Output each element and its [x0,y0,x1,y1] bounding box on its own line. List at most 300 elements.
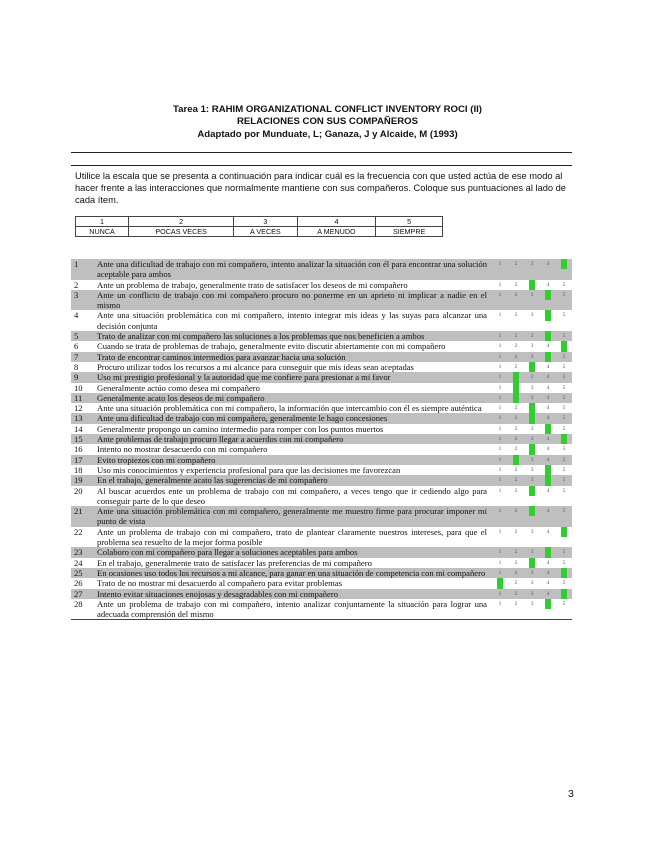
rating-option[interactable]: 3 [529,413,535,423]
rating-option[interactable]: 5 [562,487,566,494]
rating-option[interactable]: 5 [562,333,566,340]
rating-option[interactable]: 3 [530,333,534,340]
rating-option-cell[interactable] [556,444,572,454]
rating-option[interactable]: 3 [530,425,534,432]
rating-option[interactable]: 3 [530,549,534,556]
rating-option-cell[interactable] [540,599,556,620]
rating-option[interactable]: 4 [546,363,550,370]
rating-option-cell[interactable] [556,393,572,403]
rating-option-cell[interactable] [556,558,572,568]
rating-option-cell[interactable] [492,486,508,507]
rating-option-cell[interactable] [556,578,572,588]
rating-option[interactable]: 2 [514,580,518,587]
rating-option-cell[interactable] [556,455,572,465]
rating-option[interactable]: 1 [498,343,502,350]
rating-option-cell[interactable] [492,352,508,362]
rating-option[interactable]: 5 [562,446,566,453]
rating-option-cell[interactable] [556,589,572,599]
rating-option-cell[interactable] [492,413,508,423]
rating-option-cell[interactable] [524,372,540,382]
rating-option[interactable]: 1 [498,374,502,381]
rating-option[interactable]: 1 [498,405,502,412]
rating-option[interactable]: 4 [546,456,550,463]
rating-option[interactable]: 3 [530,261,534,267]
rating-option-cell[interactable] [524,383,540,393]
rating-option-cell[interactable] [556,547,572,557]
rating-option-cell[interactable] [508,331,524,341]
rating-option-cell[interactable] [508,465,524,475]
rating-option-cell[interactable] [540,455,556,465]
rating-option-cell[interactable] [524,290,540,311]
rating-option[interactable]: 5 [561,259,567,269]
questionnaire-item-row [71,331,572,341]
rating-option-cell[interactable] [508,475,524,485]
rating-option[interactable]: 4 [546,580,550,587]
rating-option[interactable]: 2 [514,549,518,556]
rating-option[interactable]: 4 [545,424,551,434]
rating-option[interactable]: 4 [546,446,550,453]
rating-option[interactable]: 3 [530,394,534,401]
questionnaire-item-row [71,362,572,372]
rating-option[interactable]: 1 [498,436,502,443]
rating-option-cell[interactable] [524,341,540,351]
rating-option[interactable]: 1 [498,466,502,473]
rating-option-cell[interactable] [540,424,556,434]
rating-option-cell[interactable] [524,393,540,403]
rating-option[interactable]: 1 [497,578,503,588]
rating-option-cell[interactable] [508,578,524,588]
rating-option[interactable]: 5 [562,456,566,463]
rating-option[interactable]: 2 [514,436,518,443]
rating-option-cell[interactable] [492,434,508,444]
rating-option[interactable]: 2 [514,569,518,576]
rating-option-cell[interactable] [540,558,556,568]
rating-option[interactable]: 4 [545,352,551,362]
rating-option[interactable]: 5 [562,374,566,381]
rating-option[interactable]: 5 [562,405,566,412]
rating-option[interactable]: 4 [546,508,550,515]
rating-option[interactable]: 1 [498,590,502,597]
rating-option-cell[interactable] [540,568,556,578]
rating-option-cell[interactable] [556,352,572,362]
rating-option-cell[interactable] [492,362,508,372]
rating-option-cell[interactable] [508,310,524,331]
rating-option-cell[interactable] [508,403,524,413]
rating-option[interactable]: 3 [529,558,535,568]
rating-option-cell[interactable] [540,259,556,280]
rating-option-cell[interactable] [524,506,540,527]
rating-option[interactable]: 4 [546,405,550,412]
rating-option[interactable]: 2 [514,312,518,319]
rating-option[interactable]: 3 [530,384,534,391]
rating-option[interactable]: 4 [546,261,550,267]
rating-option-cell[interactable] [508,455,524,465]
rating-option-cell[interactable] [540,475,556,485]
rating-option[interactable]: 5 [562,580,566,587]
rating-option-cell[interactable] [556,372,572,382]
rating-option-cell[interactable] [508,589,524,599]
rating-option[interactable]: 1 [498,528,502,535]
rating-option[interactable]: 3 [529,280,535,290]
rating-option-cell[interactable] [524,434,540,444]
rating-option-cell[interactable] [508,486,524,507]
rating-option[interactable]: 5 [562,600,566,607]
rating-option-cell[interactable] [540,527,556,548]
rating-option[interactable]: 5 [561,341,567,351]
rating-option[interactable]: 4 [546,487,550,494]
item-statement: Ante un problema de trabajo, generalmente trato de satisfacer los deseos de mi compañero [97,279,408,290]
rating-option-cell[interactable] [508,547,524,557]
rating-option[interactable]: 5 [562,291,566,298]
rating-option-cell[interactable] [492,331,508,341]
rating-option[interactable]: 4 [546,590,550,597]
rating-option[interactable]: 4 [545,331,551,341]
rating-option-cell[interactable] [508,362,524,372]
rating-option[interactable]: 3 [530,436,534,443]
rating-option-cell[interactable] [556,383,572,393]
rating-option[interactable]: 4 [545,310,551,320]
item-statement: Ante una situación problemática con mi compañero, intento integrar mis ideas y las suyas para alcanzar una decisión conjunta [97,310,487,331]
rating-option[interactable]: 4 [545,599,551,609]
rating-option-cell[interactable] [508,393,524,403]
item-statement: Intento evitar situaciones enojosas y desagradables con mi compañero [97,589,492,599]
rating-option[interactable]: 1 [498,291,502,298]
rating-option-cell[interactable] [540,290,556,311]
rating-option[interactable]: 3 [530,528,534,535]
rating-option[interactable]: 2 [514,508,518,515]
rating-option-cell[interactable] [524,455,540,465]
item-number: 24 [74,557,83,568]
rating-option[interactable]: 2 [514,559,518,566]
rating-option[interactable]: 5 [561,589,567,599]
rating-option-cell[interactable] [556,486,572,507]
rating-option-cell[interactable] [524,547,540,557]
rating-option-cell[interactable] [556,362,572,372]
rating-option[interactable]: 2 [514,477,518,484]
rating-option-cell[interactable] [556,475,572,485]
rating-option[interactable]: 1 [498,569,502,576]
rating-option[interactable]: 5 [562,384,566,391]
rating-option[interactable]: 3 [530,569,534,576]
item-number: 14 [74,423,83,434]
rating-option[interactable]: 3 [530,353,534,360]
rating-option-cell[interactable] [492,341,508,351]
rating-option-cell[interactable] [508,527,524,548]
rating-option[interactable]: 2 [514,261,518,267]
rating-option-cell[interactable] [524,486,540,507]
rating-option-cell[interactable] [492,259,508,280]
rating-option[interactable]: 1 [498,363,502,370]
rating-option-cell[interactable] [492,424,508,434]
rating-option-cell[interactable] [508,444,524,454]
rating-option-cell[interactable] [492,527,508,548]
rating-option-cell[interactable] [492,393,508,403]
rating-option[interactable]: 5 [562,477,566,484]
questionnaire-item-row [71,455,572,465]
rating-option-cell[interactable] [492,465,508,475]
rating-option-cell[interactable] [540,547,556,557]
rating-option-cell[interactable] [492,568,508,578]
rating-option[interactable]: 1 [498,600,502,607]
rating-option[interactable]: 1 [498,487,502,494]
rating-option[interactable]: 3 [530,456,534,463]
rating-option-cell[interactable] [524,280,540,290]
rating-option-cell[interactable] [556,341,572,351]
rating-option[interactable]: 1 [498,559,502,566]
rating-option[interactable]: 5 [562,415,566,422]
rating-option[interactable]: 3 [530,600,534,607]
rating-option-cell[interactable] [556,568,572,578]
rating-option[interactable]: 4 [546,528,550,535]
rating-option-cell[interactable] [508,341,524,351]
rating-option[interactable]: 1 [498,508,502,515]
rating-option-cell[interactable] [556,527,572,548]
item-statement: Ante un problema de trabajo con mi compañero, intento analizar conjuntamente la situación para lograr una adecuada comprensión del mismo [97,598,487,620]
rating-option-cell[interactable] [508,372,524,382]
rating-option-cell[interactable] [492,383,508,393]
rating-option[interactable]: 2 [513,383,519,393]
rating-option-cell[interactable] [524,352,540,362]
rating-option[interactable]: 4 [546,394,550,401]
item-statement: En el trabajo, generalmente acato las sugerencias de mi compañero [97,475,492,485]
rating-option[interactable]: 4 [546,559,550,566]
rating-option[interactable]: 4 [546,343,550,350]
rating-option[interactable]: 2 [514,333,518,340]
rating-option-cell[interactable] [540,372,556,382]
rating-option-cell[interactable] [508,413,524,423]
rating-option-cell[interactable] [540,362,556,372]
rating-option-cell[interactable] [508,568,524,578]
rating-option-cell[interactable] [524,331,540,341]
rating-option-cell[interactable] [540,280,556,290]
rating-option-cell[interactable] [540,352,556,362]
rating-option[interactable]: 5 [562,281,566,288]
rating-option[interactable]: 1 [498,415,502,422]
rating-option[interactable]: 4 [546,436,550,443]
rating-option[interactable]: 2 [514,405,518,412]
rating-option[interactable]: 3 [529,486,535,496]
rating-option-cell[interactable] [524,558,540,568]
rating-option[interactable]: 3 [529,506,535,516]
rating-option-cell[interactable] [524,568,540,578]
rating-option[interactable]: 2 [514,487,518,494]
rating-option-cell[interactable] [492,558,508,568]
rating-option-cell[interactable] [524,599,540,620]
rating-option-cell[interactable] [492,310,508,331]
rating-option-cell[interactable] [556,434,572,444]
rating-option-cell[interactable] [492,578,508,588]
rating-option-cell[interactable] [492,280,508,290]
rating-option[interactable]: 5 [562,394,566,401]
rating-option-cell[interactable] [556,280,572,290]
rating-option-cell[interactable] [540,444,556,454]
rating-option[interactable]: 4 [546,281,550,288]
rating-option-cell[interactable] [508,259,524,280]
rating-option-cell[interactable] [492,290,508,311]
rating-option-cell[interactable] [508,290,524,311]
rating-option[interactable]: 2 [514,425,518,432]
rating-option[interactable]: 5 [562,559,566,566]
rating-option[interactable]: 5 [561,434,567,444]
rating-option-cell[interactable] [540,506,556,527]
rating-option[interactable]: 2 [514,291,518,298]
rating-option-cell[interactable] [540,393,556,403]
rating-option[interactable]: 1 [498,281,502,288]
rating-option[interactable]: 1 [498,446,502,453]
rating-option[interactable]: 5 [562,549,566,556]
rating-option[interactable]: 1 [498,333,502,340]
rating-option[interactable]: 2 [514,600,518,607]
rating-option-cell[interactable] [540,331,556,341]
rating-option-cell[interactable] [540,486,556,507]
rating-option-cell[interactable] [556,506,572,527]
rating-option[interactable]: 2 [514,343,518,350]
rating-option[interactable]: 2 [514,353,518,360]
rating-option-cell[interactable] [524,578,540,588]
rating-option-cell[interactable] [556,599,572,620]
rating-option[interactable]: 4 [545,547,551,557]
rating-option[interactable]: 5 [562,425,566,432]
rating-option-cell[interactable] [556,331,572,341]
rating-option[interactable]: 3 [529,403,535,413]
rating-option[interactable]: 2 [514,466,518,473]
rating-option-cell[interactable] [540,589,556,599]
rating-option-cell[interactable] [524,403,540,413]
rating-option-cell[interactable] [540,413,556,423]
rating-option-cell[interactable] [492,506,508,527]
rating-option-cell[interactable] [508,506,524,527]
rating-option-cell[interactable] [556,465,572,475]
rating-option-cell[interactable] [524,310,540,331]
rating-option[interactable]: 1 [498,312,502,319]
rating-option[interactable]: 1 [498,456,502,463]
rating-option-cell[interactable] [492,455,508,465]
rating-option-cell[interactable] [508,424,524,434]
rating-option-cell[interactable] [524,259,540,280]
item-number: 26 [74,578,83,589]
rating-option-cell[interactable] [540,310,556,331]
rating-option[interactable]: 2 [513,455,519,465]
rating-option[interactable]: 2 [513,393,519,403]
rating-option-cell[interactable] [556,310,572,331]
rating-option-cell[interactable] [540,434,556,444]
rating-option-cell[interactable] [524,589,540,599]
rating-option-cell[interactable] [492,589,508,599]
rating-option-cell[interactable] [540,465,556,475]
rating-option[interactable]: 4 [546,374,550,381]
rating-option[interactable]: 5 [562,312,566,319]
rating-option[interactable]: 4 [545,290,551,300]
rating-option-cell[interactable] [524,424,540,434]
rating-option[interactable]: 2 [514,446,518,453]
rating-option-cell[interactable] [508,280,524,290]
rating-option-cell[interactable] [524,475,540,485]
rating-option[interactable]: 1 [498,394,502,401]
rating-option-cell[interactable] [540,383,556,393]
rating-option-cell[interactable] [556,424,572,434]
rating-option-cell[interactable] [492,372,508,382]
rating-option[interactable]: 1 [498,261,502,267]
rating-option[interactable]: 1 [498,353,502,360]
rating-option[interactable]: 5 [562,466,566,473]
rating-option[interactable]: 2 [514,281,518,288]
rating-option[interactable]: 3 [529,444,535,454]
rating-option[interactable]: 3 [530,374,534,381]
rating-option-cell[interactable] [556,403,572,413]
rating-option[interactable]: 3 [529,362,535,372]
rating-option-cell[interactable] [524,413,540,423]
rating-option-cell[interactable] [508,352,524,362]
rating-option-cell[interactable] [492,403,508,413]
rating-option[interactable]: 4 [545,465,551,475]
rating-option-cell[interactable] [540,341,556,351]
rating-option[interactable]: 1 [498,549,502,556]
item-statement: Ante una situación problemática con mi compañero, la información que intercambio con él es siempre auténtica [97,403,482,414]
rating-option-cell[interactable] [556,413,572,423]
rating-option[interactable]: 4 [545,475,551,485]
rating-option[interactable]: 4 [546,569,550,576]
rating-option-cell[interactable] [524,527,540,548]
rating-option-cell[interactable] [508,434,524,444]
rating-option[interactable]: 2 [514,528,518,535]
item-number: 11 [71,393,97,403]
rating-option[interactable]: 5 [562,363,566,370]
rating-option-cell[interactable] [556,259,572,280]
rating-option[interactable]: 3 [530,291,534,298]
rating-option-cell[interactable] [492,475,508,485]
rating-option[interactable]: 5 [561,527,567,537]
rating-option-cell[interactable] [524,362,540,372]
rating-option[interactable]: 2 [513,372,519,382]
questionnaire-item-row [71,465,572,475]
rating-option-cell[interactable] [492,547,508,557]
rating-option-cell[interactable] [524,465,540,475]
rating-option[interactable]: 4 [546,415,550,422]
item-number: 20 [74,485,83,496]
questionnaire-item-row [71,280,572,290]
rating-option[interactable]: 3 [530,580,534,587]
rating-option[interactable]: 3 [530,477,534,484]
rating-option-cell[interactable] [556,290,572,311]
item-statement: Ante un conflicto de trabajo con mi compañero procuro no ponerme en un aprieto ni implicar a nadie en el mismo [97,290,492,311]
rating-option-cell[interactable] [540,403,556,413]
rating-option[interactable]: 5 [562,353,566,360]
scale-label: POCAS VECES [129,227,234,237]
rating-option-cell[interactable] [492,444,508,454]
rating-option[interactable]: 3 [530,343,534,350]
rating-option-cell[interactable] [492,599,508,620]
questionnaire-item-row [71,434,572,444]
questionnaire-item-row [71,558,572,568]
rating-option-cell[interactable] [508,599,524,620]
rating-option[interactable]: 3 [530,312,534,319]
rating-option[interactable]: 3 [530,590,534,597]
rating-option[interactable]: 1 [498,425,502,432]
rating-option[interactable]: 4 [546,384,550,391]
rating-option-cell[interactable] [508,383,524,393]
rating-option[interactable]: 2 [514,363,518,370]
rating-option[interactable]: 2 [514,415,518,422]
rating-option[interactable]: 3 [530,466,534,473]
rating-option[interactable]: 5 [562,508,566,515]
rating-option[interactable]: 1 [498,477,502,484]
rating-option-cell[interactable] [540,578,556,588]
rating-option[interactable]: 5 [561,568,567,578]
rating-option[interactable]: 2 [514,590,518,597]
rating-option-cell[interactable] [524,444,540,454]
rating-option-cell[interactable] [508,558,524,568]
rating-option[interactable]: 1 [498,384,502,391]
